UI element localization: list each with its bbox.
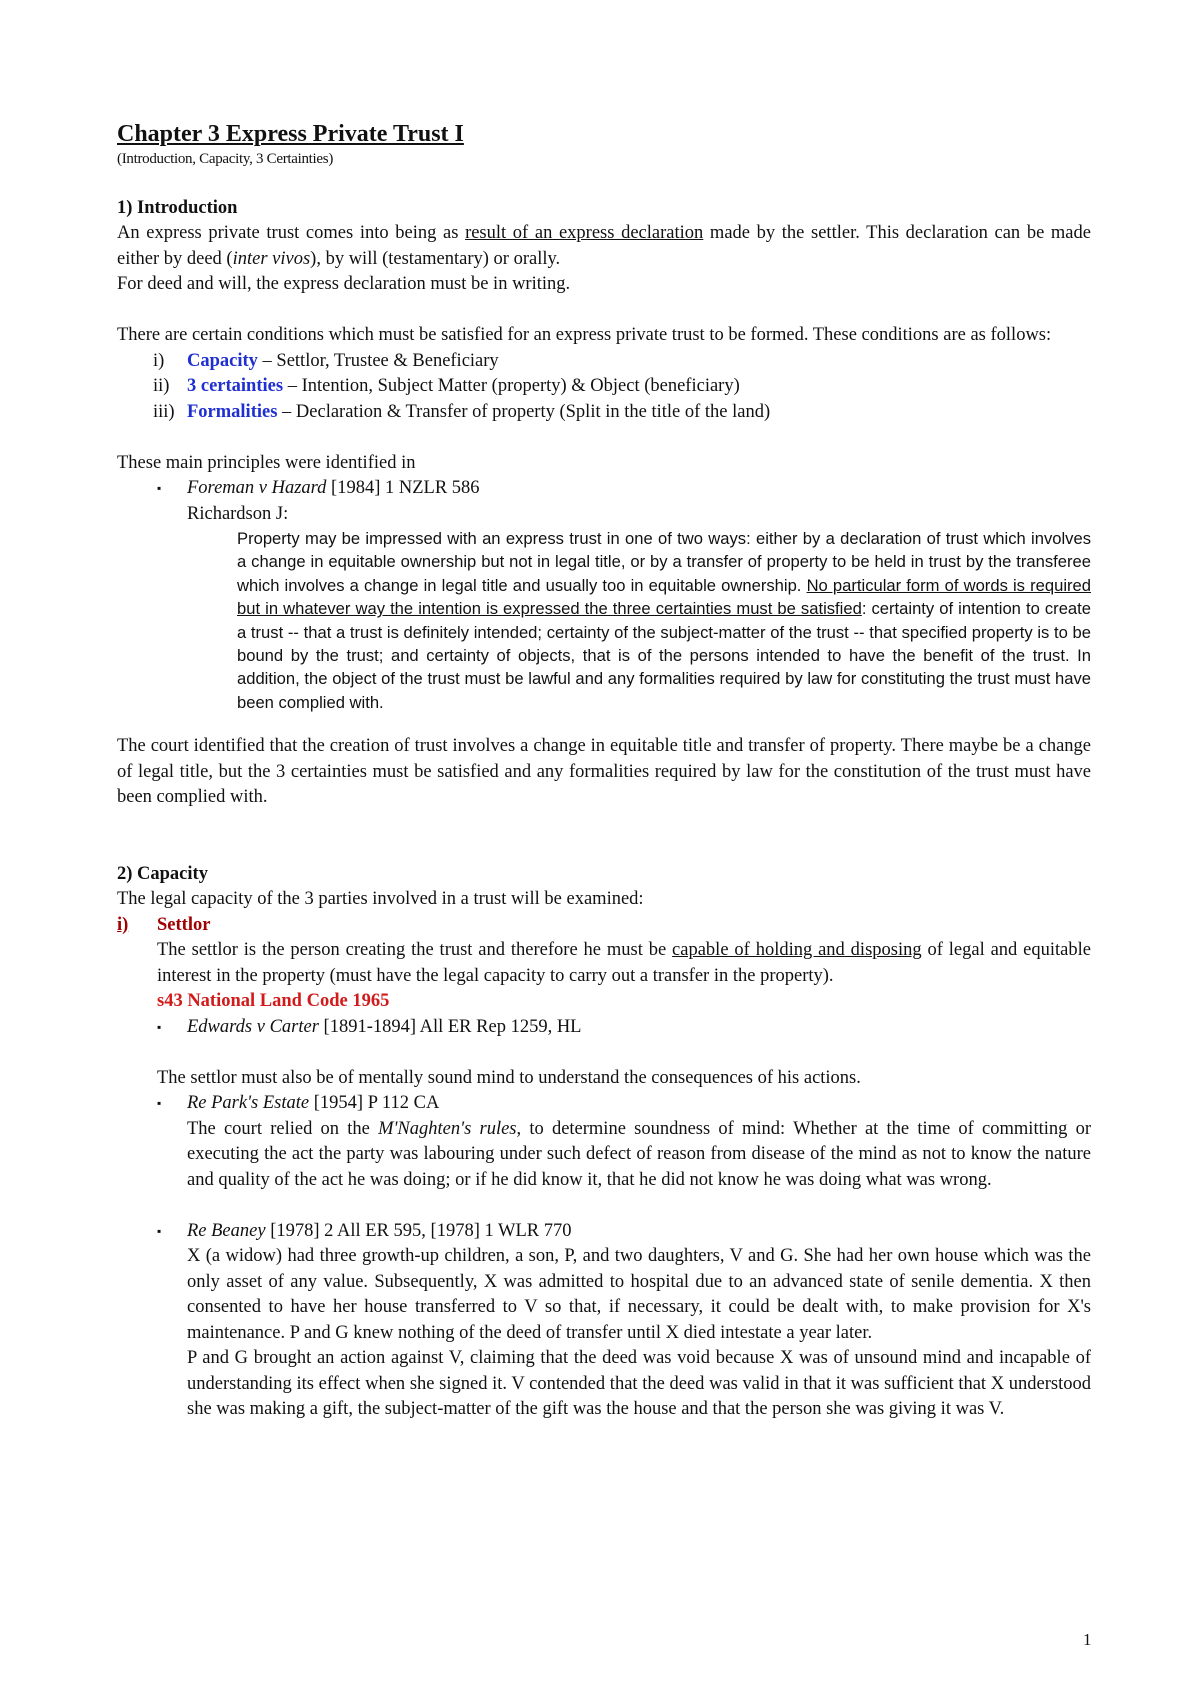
bullet-icon: ▪: [157, 1223, 162, 1238]
intro-paragraph: An express private trust comes into being as result of an express declaration made by the settler. This declaration can be made either by deed (inter vivos), by will (testamentary) or orally.: [117, 223, 1091, 269]
case-summary: X (a widow) had three growth-up children, a son, P, and two daughters, V and G. She had her own house which was the only asset of any value. Subsequently, X was admitted to hospital due to an advanced state of senile dementia. X then consented to have her house transferred to V so that, if necessary, it could be dealt with, to make provision for X's maintenance. P and G knew nothing of the deed of transfer until X died intestate a year later.: [187, 1246, 1091, 1343]
page-title: Chapter 3 Express Private Trust I: [117, 121, 464, 147]
section-1-heading: 1) Introduction: [117, 197, 238, 218]
document-page: [117, 120, 1091, 1423]
case-item: ▪ Edwards v Carter [1891-1894] All ER Rep 1259, HL: [117, 1015, 1091, 1041]
condition-item: ii) 3 certainties – Intention, Subject Matter (property) & Object (beneficiary): [153, 376, 740, 396]
mental-paragraph: The settlor must also be of mentally sound mind to understand the consequences of his actions.: [157, 1067, 861, 1088]
judgment-quote: Property may be impressed with an express trust in one of two ways: either by a declaration of trust which involves a change in equitable ownership but not in legal title, or by a transfer of property to be held in trust by the transferee which involves a change in legal title and usually too in equitable ownership. No particular form of words is required but in whatever way the intention is expressed the three certainties must be satisfied: certainty of intention to create a trust -- that a trust is definitely intended; certainty of the subject-matter of the trust -- that specified property is to be bound by the trust; and certainty of objects, that is of the persons intended to have the benefit of the trust. In addition, the object of the trust must be lawful and any formalities required by law for constituting the trust must have been complied with.: [237, 529, 1092, 712]
bullet-icon: ▪: [157, 481, 162, 495]
bullet-icon: ▪: [157, 1096, 162, 1111]
court-paragraph: The court identified that the creation of trust involves a change in equitable title and transfer of property. There maybe be a change of legal title, but the 3 certainties must be satisfied and any formalities required by law for the constitution of the trust must have been complied with.: [117, 736, 1091, 808]
principles-paragraph: These main principles were identified in: [117, 452, 416, 473]
case-item: ▪ Foreman v Hazard [1984] 1 NZLR 586: [117, 476, 1091, 502]
case-summary: P and G brought an action against V, claiming that the deed was void because X was of unsound mind and incapable of understanding its effect when she signed it. V contended that the deed was valid in that it was sufficient that X understood she was making a gift, the subject-matter of the gift was the house and that the person she was giving it was V.: [187, 1348, 1091, 1420]
case-summary: The court relied on the M'Naghten's rules, to determine soundness of mind: Whether at the time of committing or executing the act the party was labouring under such defect of reason from disease of the mind as not to know the nature and quality of the act he was doing; or if he did know it, that he did not know he was doing what was wrong.: [187, 1118, 1091, 1190]
case-item: ▪ Re Park's Estate [1954] P 112 CA: [117, 1091, 1091, 1117]
writing-paragraph: For deed and will, the express declaration must be in writing.: [117, 274, 571, 294]
capacity-intro: The legal capacity of the 3 parties involved in a trust will be examined:: [117, 889, 644, 910]
case-item: ▪ Re Beaney [1978] 2 All ER 595, [1978] 1 WLR 770: [117, 1219, 1091, 1245]
page-number: 1: [1083, 1630, 1092, 1649]
bullet-icon: ▪: [157, 1019, 162, 1034]
statute-reference: s43 National Land Code 1965: [157, 991, 390, 1012]
section-2-heading: 2) Capacity: [117, 863, 208, 884]
judge-name: Richardson J:: [187, 503, 289, 524]
condition-item: iii) Formalities – Declaration & Transfer of property (Split in the title of the land): [153, 401, 771, 422]
settlor-paragraph: The settlor is the person creating the trust and therefore he must be capable of holding and disposing of legal and equitable interest in the property (must have the legal capacity to carry out a transfer in the property).: [157, 940, 1091, 986]
settlor-heading: i) Settlor: [117, 914, 211, 935]
conditions-paragraph: There are certain conditions which must be satisfied for an express private trust to be formed. These conditions are as follows:: [117, 325, 1052, 345]
page-subtitle: (Introduction, Capacity, 3 Certainties): [117, 151, 334, 167]
condition-item: i) Capacity – Settlor, Trustee & Beneficiary: [153, 350, 499, 371]
